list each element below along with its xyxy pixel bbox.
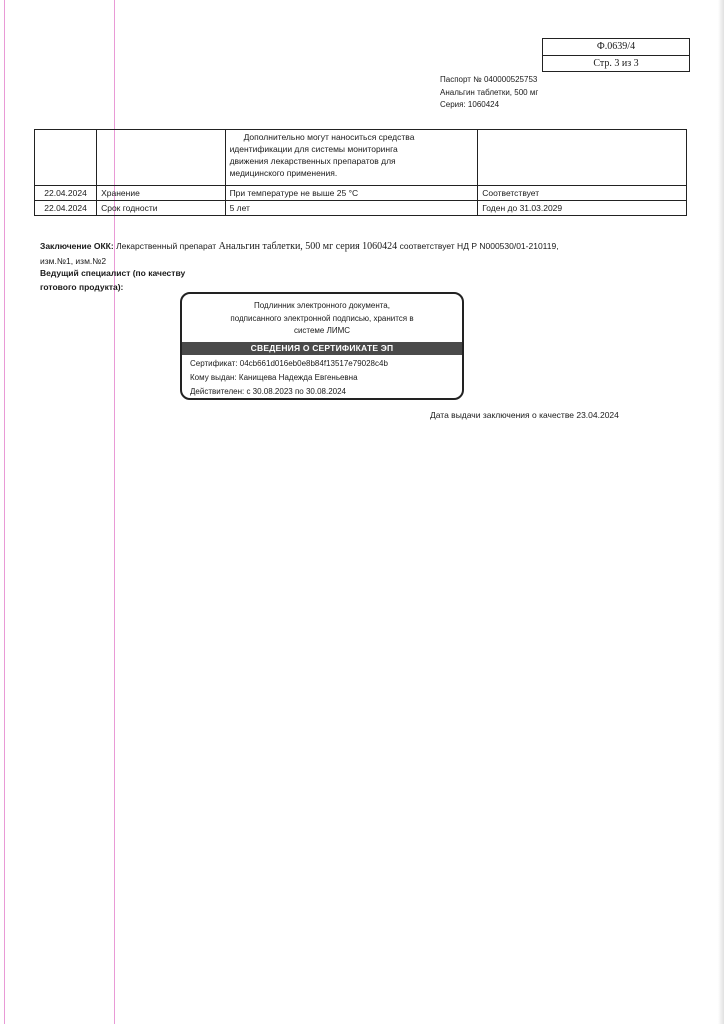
cell-test: Хранение — [97, 186, 225, 201]
cell-test — [97, 130, 225, 186]
cell-requirement — [225, 130, 478, 186]
cell-date: 22.04.2024 — [35, 201, 97, 216]
conclusion-text-after: соответствует НД Р N000530/01-210119, — [399, 241, 559, 251]
passport-number: Паспорт № 040000525753 — [440, 75, 538, 84]
passport-product: Анальгин таблетки, 500 мг — [440, 87, 539, 97]
certificate-number: Сертификат: 04cb661d016eb0e8b84f13517e79028c4b — [190, 359, 388, 368]
table-row — [35, 201, 687, 216]
conclusion-line2: изм.№1, изм.№2 — [40, 256, 107, 266]
certificate-owner: Кому выдан: Канищева Надежда Евгеньевна — [190, 373, 358, 382]
specialist-label — [40, 266, 185, 294]
stamp-line: системе ЛИМС — [293, 326, 351, 335]
stamp-line: подписанного электронной подписью, хранится в — [230, 313, 414, 323]
requirement-line: движения лекарственных препаратов для — [229, 156, 396, 166]
form-code: Ф.0639/4 — [596, 41, 636, 52]
cell-date: 22.04.2024 — [35, 186, 97, 201]
page-number: Стр. 3 из 3 — [543, 55, 689, 72]
scan-edge-shadow — [718, 0, 724, 1024]
cell-requirement: 5 лет — [225, 201, 478, 216]
conclusion-label: Заключение ОКК: — [40, 241, 114, 251]
cell-result: Годен до 31.03.2029 — [478, 201, 687, 216]
qc-conclusion — [40, 239, 600, 268]
form-code-box — [542, 38, 690, 72]
requirement-line: идентификации для системы мониторинга — [229, 144, 398, 154]
cell-date — [35, 130, 97, 186]
results-table — [34, 129, 687, 216]
certificate-validity: Действителен: с 30.08.2023 по 30.08.2024 — [190, 387, 346, 396]
stamp-line: Подлинник электронного документа, — [254, 301, 390, 310]
table-row — [35, 186, 687, 201]
table-row — [35, 130, 687, 186]
requirement-line: медицинского применения. — [229, 168, 338, 178]
cell-result: Соответствует — [478, 186, 687, 201]
cell-result — [478, 130, 687, 186]
specialist-line: готового продукта): — [40, 282, 124, 292]
conclusion-text-before: Лекарственный препарат — [116, 241, 217, 251]
conclusion-product: Анальгин таблетки, 500 мг серия 1060424 — [218, 241, 398, 252]
margin-line-left — [4, 0, 5, 1024]
cell-requirement: При температуре не выше 25 °С — [225, 186, 478, 201]
passport-block — [440, 74, 538, 112]
issue-date: Дата выдачи заключения о качестве 23.04.2024 — [430, 410, 619, 420]
passport-series: Серия: 1060424 — [440, 100, 500, 109]
requirement-line: Дополнительно могут наноситься средства — [243, 132, 415, 142]
certificate-info-bar: СВЕДЕНИЯ О СЕРТИФИКАТЕ ЭП — [182, 342, 462, 355]
cell-test: Срок годности — [97, 201, 225, 216]
specialist-line: Ведущий специалист (по качеству — [40, 268, 186, 278]
stamp-heading — [182, 294, 462, 342]
electronic-signature-stamp — [180, 292, 464, 400]
